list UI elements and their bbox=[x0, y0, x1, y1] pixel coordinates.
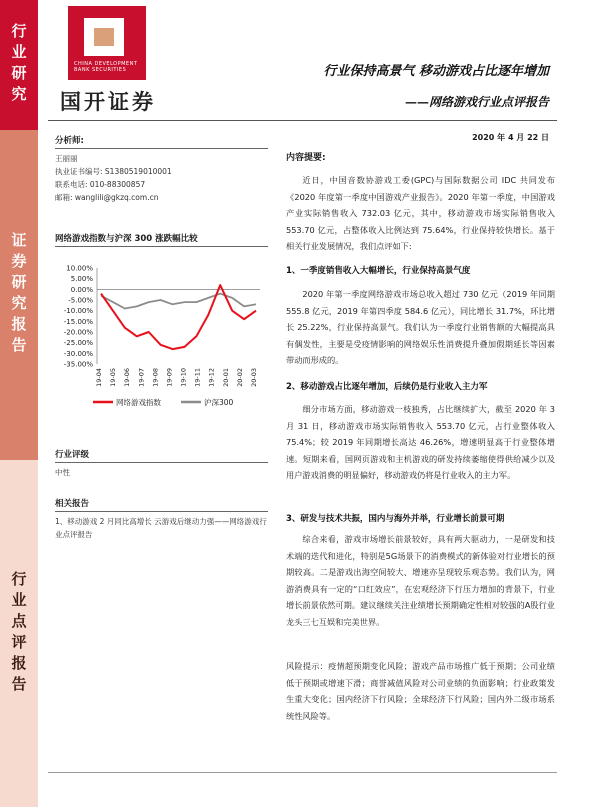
legend-label: 沪深300 bbox=[204, 398, 234, 407]
section-3-body bbox=[286, 531, 555, 631]
analyst-heading: 分析师: bbox=[55, 134, 268, 149]
x-tick-label: 19-08 bbox=[151, 368, 160, 387]
rating-value: 中性 bbox=[55, 468, 70, 477]
series-line bbox=[101, 294, 256, 309]
related-heading: 相关报告 bbox=[55, 497, 268, 512]
section-1-paragraph: 2020 年第一季度网络游戏市场总收入超过 730 亿元（2019 年同期 555.8 亿元，2019 年第四季度 584.6 亿元），同比增长 31.7%，环比增长 25.22%，行业保持高景气。我们认为一季度行业销售额的大幅提高具有偶发性，主要是受疫情影响的网络娱乐性消费提升叠加假期延长等因素带动而形成的。 bbox=[286, 289, 555, 366]
risk-paragraph: 风险提示：疫情超预期变化风险；游戏产品市场推广低于预期；公司业绩低于预期或增速下滑；商誉减值风险对公司业绩的负面影响；行业政策发生重大变化；国内经济下行风险；全球经济下行风险；国内外二级市场系统性风险等。 bbox=[286, 661, 555, 721]
series-line bbox=[101, 285, 256, 349]
section-1 bbox=[286, 264, 555, 276]
y-tick-label: -15.00% bbox=[63, 317, 93, 326]
rating-section bbox=[55, 448, 268, 479]
footer-divider bbox=[48, 772, 557, 773]
logo-mark-icon: CHINA DEVELOPMENT BANK SECURITIES bbox=[68, 6, 150, 84]
y-tick-label: -20.00% bbox=[63, 328, 93, 337]
y-tick-label: -10.00% bbox=[63, 307, 93, 316]
x-tick-label: 19-05 bbox=[109, 368, 118, 387]
intro-paragraph: 近日，中国音数协游戏工委(GPC)与国际数据公司 IDC 共同发布《2020 年度第一季度中国游戏产业报告》。2020 年第一季度，中国游戏产业实际销售收入 732.03 亿元，其中，移动游戏市场实际销售收入 553.70 亿元，占整体收入比例达到 75.64%，行业保持较快增长。基于相关行业发展情况，我们点评如下: bbox=[286, 175, 555, 252]
y-tick-label: -5.00% bbox=[68, 296, 93, 305]
section-2 bbox=[286, 380, 555, 392]
analyst-name: 王丽丽 bbox=[55, 154, 78, 163]
report-subtitle: ——网络游戏行业点评报告 bbox=[404, 95, 549, 109]
analyst-email[interactable]: 邮箱: wanglili@gkzq.com.cn bbox=[55, 193, 159, 202]
logo-name: 国开证券 bbox=[60, 90, 156, 114]
section-3-heading: 3、研发与技术共振，国内与海外并举，行业增长前景可期 bbox=[286, 514, 505, 524]
related-reports-section bbox=[55, 497, 268, 541]
y-tick-label: -25.00% bbox=[63, 339, 93, 348]
y-tick-label: 5.00% bbox=[70, 275, 93, 284]
related-report-item[interactable]: 1、移动游戏 2 月同比高增长 云游戏后继动力强——网络游戏行业点评报告 bbox=[55, 517, 267, 539]
chart-section bbox=[55, 232, 268, 250]
y-tick-label: 0.00% bbox=[70, 285, 93, 294]
legend-label: 网络游戏指数 bbox=[116, 398, 161, 407]
x-tick-label: 19-10 bbox=[179, 368, 188, 387]
company-logo bbox=[60, 6, 160, 116]
section-2-paragraph: 细分市场方面，移动游戏一枝独秀，占比继续扩大，截至 2020 年 3 月 31 日，移动游戏市场实际销售收入 553.70 亿元，占行业整体收入 75.4%；较 2019 年同期增长高达 46.26%，增速明显高于行业整体增速。短期来看，国网页游戏和主机游戏的研发持续萎缩使得供给减少以及用户游戏消费的明显偏好，移动游戏仍将是行业收入的主力军。 bbox=[286, 404, 555, 481]
side-band-industry-research bbox=[0, 0, 38, 130]
side-label-top: 行业研究 bbox=[9, 23, 28, 107]
risk-section bbox=[286, 658, 555, 724]
x-tick-label: 19-09 bbox=[165, 368, 174, 387]
report-title: 行业保持高景气 移动游戏占比逐年增加 bbox=[323, 64, 549, 79]
section-1-body bbox=[286, 286, 555, 369]
x-tick-label: 20-01 bbox=[221, 368, 230, 387]
summary-intro bbox=[286, 172, 555, 255]
chart-heading: 网络游戏指数与沪深 300 涨跌幅比较 bbox=[55, 232, 268, 247]
side-label-bottom: 行业点评报告 bbox=[9, 570, 28, 697]
x-tick-label: 19-06 bbox=[123, 368, 132, 387]
y-tick-label: 10.00% bbox=[66, 264, 93, 273]
x-tick-label: 20-02 bbox=[235, 368, 244, 387]
y-tick-label: -30.00% bbox=[63, 349, 93, 358]
side-band-industry-comment bbox=[0, 460, 38, 807]
side-label-middle: 证券研究报告 bbox=[9, 232, 28, 358]
x-tick-label: 19-07 bbox=[137, 368, 146, 387]
analyst-cert: 执业证书编号: S1380519010001 bbox=[55, 167, 172, 176]
report-date: 2020 年 4 月 22 日 bbox=[472, 133, 549, 142]
section-2-body bbox=[286, 401, 555, 484]
section-2-heading: 2、移动游戏占比逐年增加，后续仍是行业收入主力军 bbox=[286, 382, 488, 392]
x-tick-label: 19-12 bbox=[207, 368, 216, 387]
index-comparison-chart bbox=[55, 262, 268, 412]
section-1-heading: 1、一季度销售收入大幅增长，行业保持高景气度 bbox=[286, 266, 471, 276]
y-tick-label: -35.00% bbox=[63, 360, 93, 369]
section-3-paragraph: 综合来看，游戏市场增长前景较好，具有两大驱动力，一是研发和技术端的迭代和进化，特别是5G场景下的消费模式的新体验对行业增长的预期较高。二是游戏出海空间较大、增速亦呈现较乐观态势。我们认为，网游消费具有一定的“口红效应”，在宏观经济下行压力增加的背景下，行业增长前景依然可期。建议继续关注业绩增长预期确定性相对较强的A股行业龙头三七互娱和完美世界。 bbox=[286, 534, 555, 627]
section-3 bbox=[286, 512, 555, 524]
header-divider bbox=[48, 120, 557, 121]
summary-heading: 内容提要: bbox=[286, 153, 326, 163]
side-band-securities-report bbox=[0, 130, 38, 460]
x-tick-label: 19-04 bbox=[95, 368, 103, 387]
x-tick-label: 19-11 bbox=[193, 368, 202, 387]
x-tick-label: 20-03 bbox=[250, 368, 258, 387]
rating-heading: 行业评级 bbox=[55, 448, 268, 463]
analyst-phone: 联系电话: 010-88300857 bbox=[55, 180, 146, 189]
analyst-section bbox=[55, 134, 268, 204]
